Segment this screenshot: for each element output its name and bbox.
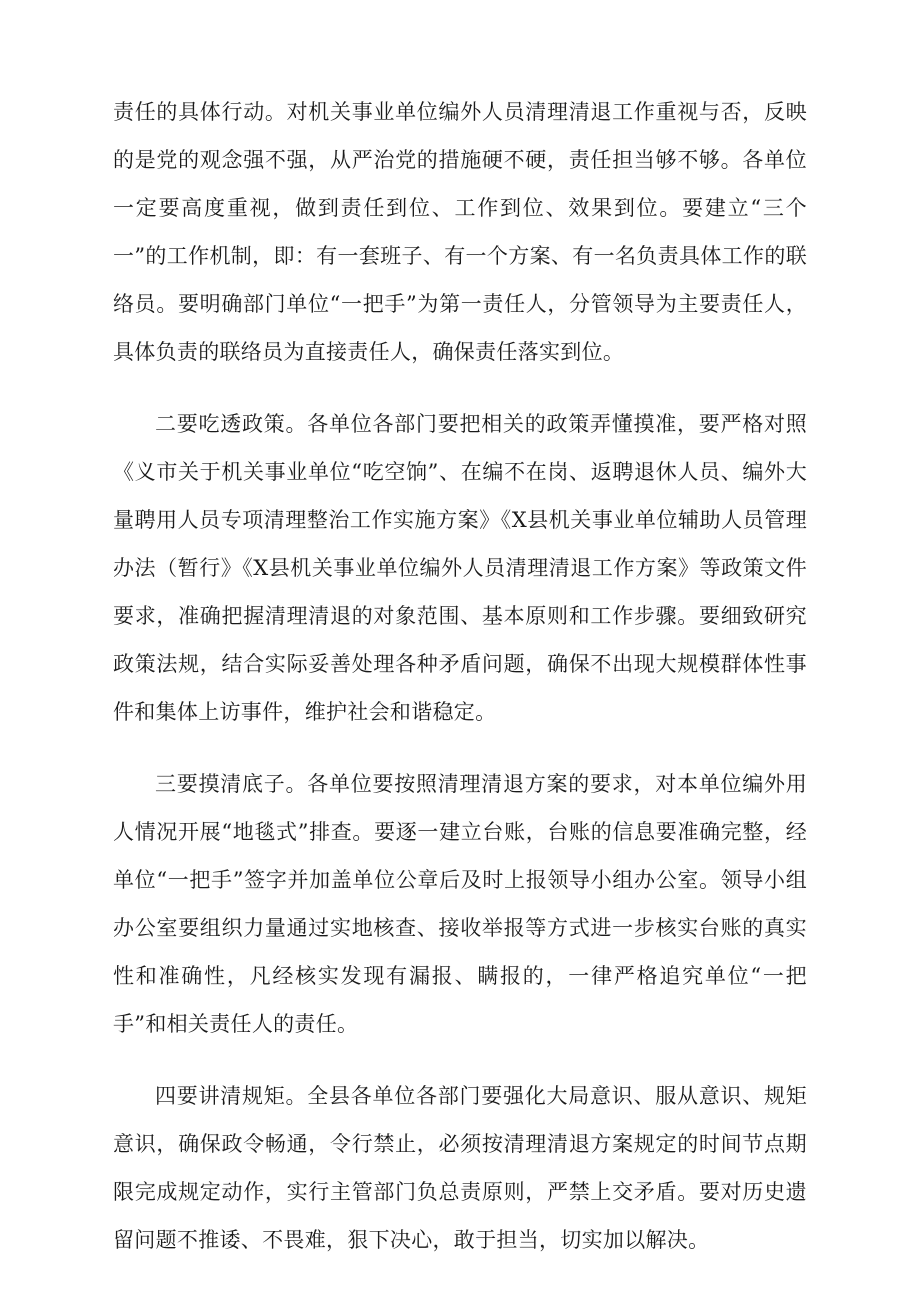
paragraph-policy: 二要吃透政策。各单位各部门要把相关的政策弄懂摸准，要严格对照《义市关于机关事业单位“吃空饷”、在编不在岗、返聘退休人员、编外大量聘用人员专项清理整治工作实施方案》《X县机关事业单位辅助人员管理办法（暂行》《X县机关事业单位编外人员清理清退工作方案》等政策文件要求，准确把握清理清退的对象范围、基本原则和工作步骤。要细致研究政策法规，结合实际妥善处理各种矛盾问题，确保不出现大规模群体性事件和集体上访事件，维护社会和谐稳定。 — [113, 412, 807, 724]
paragraph-rules: 四要讲清规矩。全县各单位各部门要强化大局意识、服从意识、规矩意识，确保政令畅通，令行禁止，必须按清理清退方案规定的时间节点期限完成规定动作，实行主管部门负总责原则，严禁上交矛盾。要对历史遗留问题不推诿、不畏难，狠下决心，敢于担当，切实加以解决。 — [113, 1084, 807, 1252]
paragraph-investigation: 三要摸清底子。各单位要按照清理清退方案的要求，对本单位编外用人情况开展“地毯式”排查。要逐一建立台账，台账的信息要准确完整，经单位“一把手”签字并加盖单位公章后及时上报领导小组办公室。领导小组办公室要组织力量通过实地核查、接收举报等方式进一步核实台账的真实性和准确性，凡经核实发现有漏报、瞒报的，一律严格追究单位“一把手”和相关责任人的责任。 — [113, 772, 807, 1036]
document-body — [113, 88, 807, 1264]
paragraph-responsibility: 责任的具体行动。对机关事业单位编外人员清理清退工作重视与否，反映的是党的观念强不强，从严治党的措施硬不硬，责任担当够不够。各单位一定要高度重视，做到责任到位、工作到位、效果到位。要建立“三个一”的工作机制，即：有一套班子、有一个方案、有一名负责具体工作的联络员。要明确部门单位“一把手”为第一责任人，分管领导为主要责任人，具体负责的联络员为直接责任人，确保责任落实到位。 — [113, 100, 807, 364]
